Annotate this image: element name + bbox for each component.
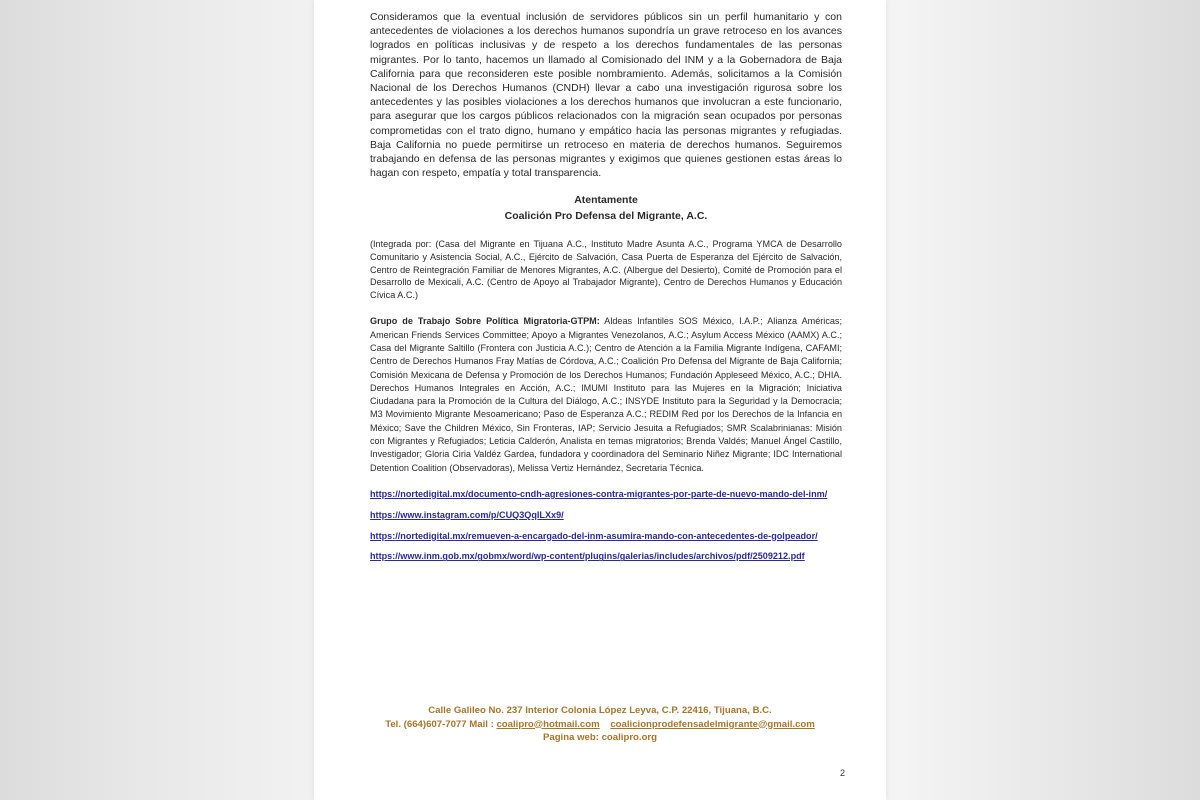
members-paragraph: (Integrada por: (Casa del Migrante en Tijuana A.C., Instituto Madre Asunta A.C., Programa YMCA de Desarrollo Comunitario y Asistencia Social, A.C., Ejército de Salvación, Casa Puerta de Esperanza del Ejército de Salvación, Centro de Reintegración Familiar de Menores Migrantes, A.C. (Albergue del Desierto), Comité de Promoción para el Desarrollo de Mexicali, A.C. (Centro de Apoyo al Trabajador Migrante), Centro de Derechos Humanos y Educación Cívica A.C.) [370, 239, 842, 300]
intro-paragraph: Consideramos que la eventual inclusión de servidores públicos sin un perfil humanitario y con antecedentes de violaciones a los derechos humanos supondría un grave retroceso en los avances logrados en políticas inclusivas y de respeto a los derechos fundamentales de las personas migrantes. Por lo tanto, hacemos un llamado al Comisionado del INM y a la Gobernadora de Baja California para que reconsideren este posible nombramiento. Además, solicitamos a la Comisión Nacional de los Derechos Humanos (CNDH) llevar a cabo una investigación rigurosa sobre los antecedentes y las posibles violaciones a los derechos humanos que involucran a este funcionario, para asegurar que los cargos públicos relacionados con la migración sean ocupados por personas comprometidas con el trato digno, humano y empático hacia las personas migrantes y refugiadas. Baja California no puede permitirse un retroceso en materia de derechos humanos. Seguiremos trabajando en defensa de las personas migrantes y exigimos que quienes gestionen estas áreas lo hagan con respeto, empatía y total transparencia. [370, 11, 842, 180]
document-body [370, 10, 842, 572]
reference-links [370, 489, 842, 562]
letterhead-footer [314, 704, 886, 745]
gtpm-title: Grupo de Trabajo Sobre Política Migratoria-GTPM: [370, 316, 600, 327]
reference-link-4[interactable]: https://www.inm.gob.mx/gobmx/word/wp-content/plugins/galerias/includes/archivos/pdf/2509212.pdf [370, 551, 805, 562]
closing-text: Atentamente [574, 194, 638, 207]
footer-tel-mail-label: Tel. (664)607-7077 Mail : [385, 718, 494, 730]
gtpm-paragraph [370, 315, 842, 475]
footer-contact [314, 718, 886, 732]
signature-block [370, 192, 842, 224]
reference-link-3[interactable]: https://nortedigital.mx/remueven-a-encargado-del-inm-asumira-mando-con-antecedentes-de-golpeador/ [370, 530, 818, 541]
signatory-name: Coalición Pro Defensa del Migrante, A.C. [504, 210, 708, 223]
footer-website: Pagina web: coalipro.org [542, 732, 658, 743]
gtpm-members: Aldeas Infantiles SOS México, I.A.P.; Alianza Américas; American Friends Services Committee; Apoyo a Migrantes Venezolanos, A.C.; Asylum Access México (AAMX) A.C.; Casa del Migrante Saltillo (Frontera con Justicia A.C.); Centro de Atención a la Familia Migrante Indígena, CAFAMI; Centro de Derechos Humanos Fray Matías de Córdova, A.C.; Coalición Pro Defensa del Migrante de Baja California; Comisión Mexicana de Defensa y Promoción de los Derechos Humanos; Fundación Appleseed México, A.C.; DHIA. Derechos Humanos Integrales en Acción, A.C.; IMUMI Instituto para las Mujeres en la Migración; Iniciativa Ciudadana para la Promoción de la Cultura del Diálogo, A.C.; INSYDE Instituto para la Seguridad y la Democracia; M3 Movimiento Migrante Mesoamericano; Paso de Esperanza A.C.; REDIM Red por los Derechos de la Infancia en México; Save the Children México, Sin Fronteras, IAP; Servicio Jesuita a Refugiados; SMR Scalabrinianas: Misión con Migrantes y Refugiados; Leticia Calderón, Analista en temas migratorios; Brenda Valdés; Manuel Ángel Castillo, Investigador; Gloria Ciria Valdéz Gardea, fundadora y coordinadora del Seminario Niñez Migrante; IDC International Detention Coalition (Observadoras), Melissa Vertiz Hernández, Secretaria Técnica. [370, 316, 843, 473]
document-page [314, 0, 886, 800]
reference-link-2[interactable]: https://www.instagram.com/p/CUQ3QqILXx9/ [370, 509, 564, 520]
reference-link-1[interactable]: https://nortedigital.mx/documento-cndh-agresiones-contra-migrantes-por-parte-de-nuevo-mando-del-inm/ [370, 488, 828, 499]
footer-email-secondary[interactable]: coalicionprodefensadelmigrante@gmail.com [610, 718, 815, 730]
footer-email-primary[interactable]: coalipro@hotmail.com [496, 718, 600, 730]
page-number: 2 [840, 768, 846, 778]
footer-address: Calle Galileo No. 237 Interior Colonia López Leyva, C.P. 22416, Tijuana, B.C. [428, 705, 772, 716]
